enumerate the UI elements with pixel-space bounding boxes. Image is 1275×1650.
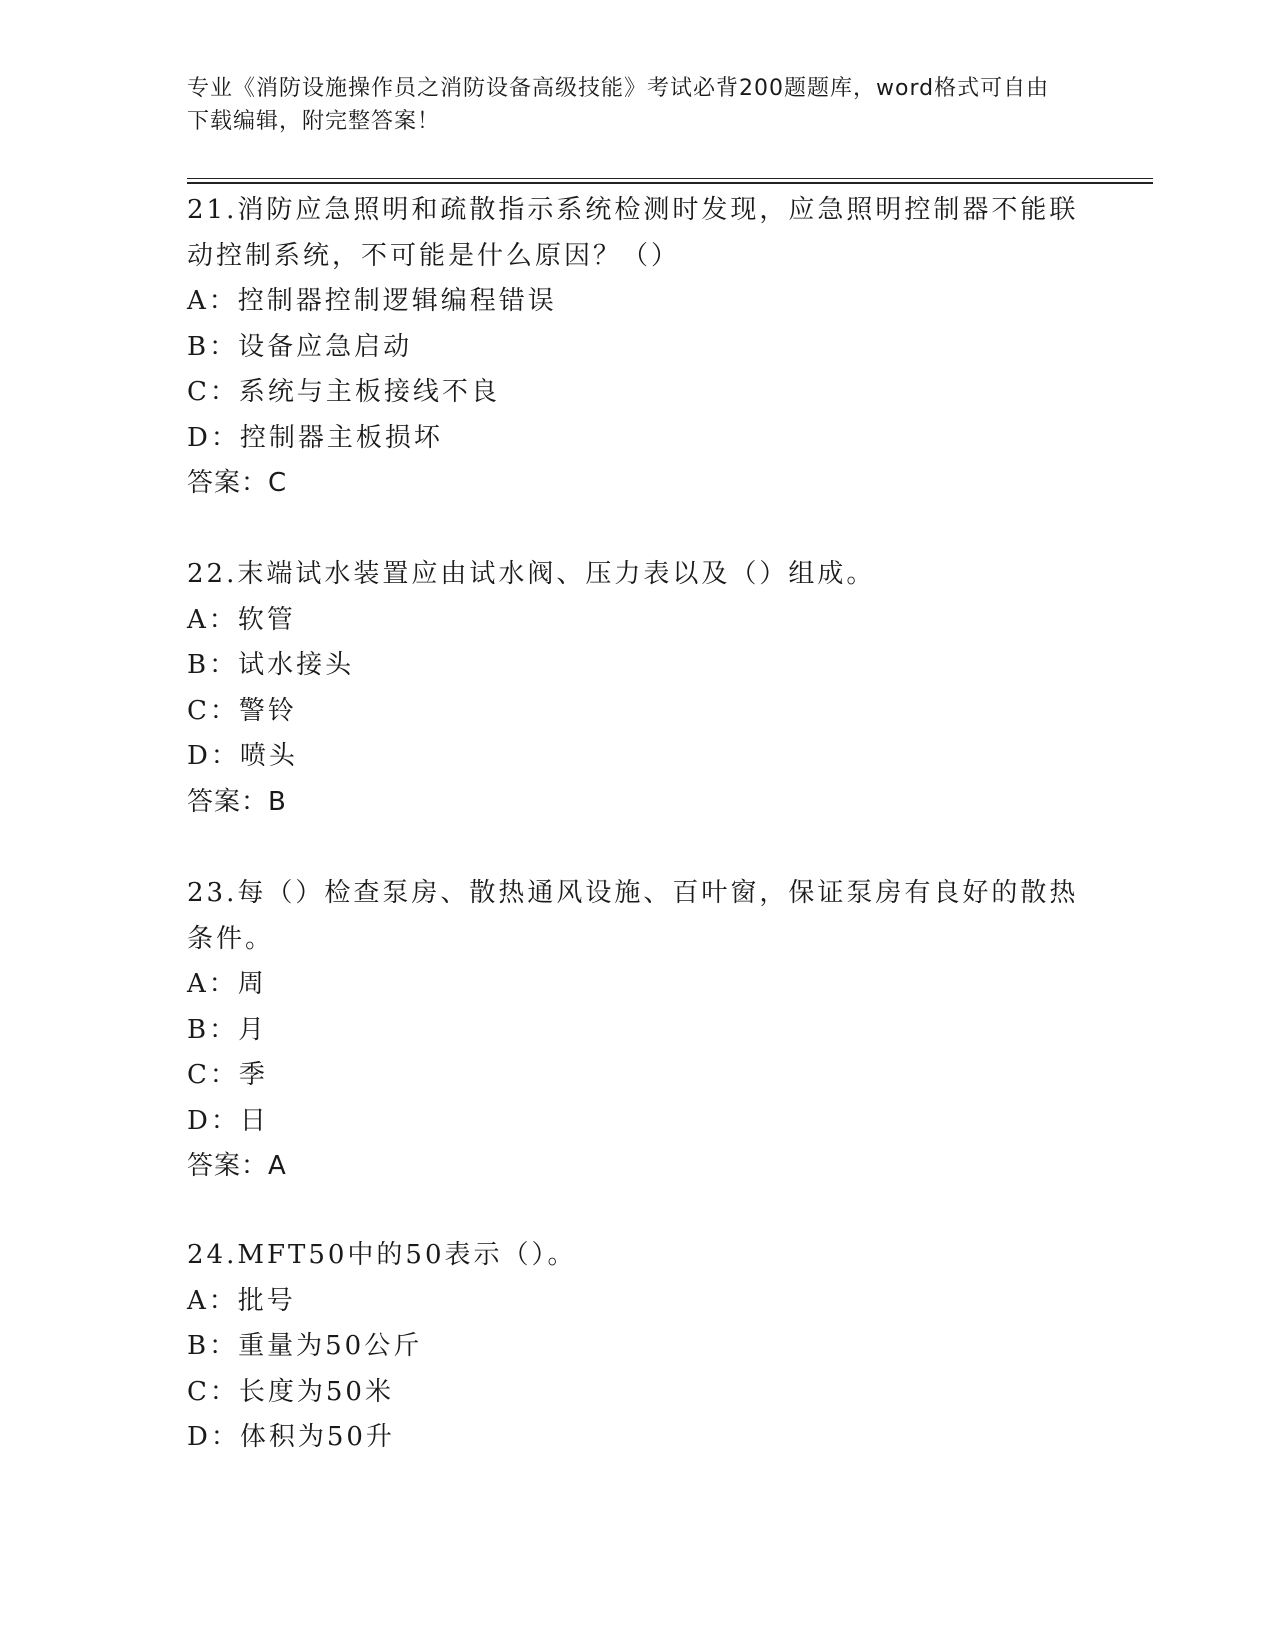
- option-a: A：控制器控制逻辑编程错误: [187, 286, 557, 316]
- option-d: D：日: [187, 1105, 269, 1136]
- option-c: C：季: [187, 1060, 268, 1090]
- question-23: [187, 871, 1087, 1190]
- question-24: [187, 1233, 1087, 1461]
- question-stem: 23.每（）检查泵房、散热通风设施、百叶窗，保证泵房有良好的散热条件。: [187, 878, 1079, 954]
- question-stem: 24.MFT50中的50表示（）。: [187, 1240, 577, 1270]
- option-b: B：设备应急启动: [187, 331, 413, 362]
- option-c: C：长度为50米: [187, 1376, 394, 1407]
- option-c: C：系统与主板接线不良: [187, 377, 500, 407]
- option-c: C：警铃: [187, 695, 297, 726]
- answer-line: 答案：B: [187, 786, 287, 817]
- option-a: A：周: [187, 969, 267, 999]
- option-b: B：月: [187, 1014, 268, 1045]
- answer-line: 答案：C: [187, 468, 288, 498]
- question-stem: 21.消防应急照明和疏散指示系统检测时发现，应急照明控制器不能联动控制系统，不可能是什么原因？（）: [187, 195, 1079, 271]
- document-header: 专业《消防设施操作员之消防设备高级技能》考试必背200题题库，word格式可自由下载编辑，附完整答案！: [187, 76, 1050, 134]
- question-22: [187, 552, 1087, 825]
- header-divider-thick: [187, 182, 1153, 184]
- option-a: A：软管: [187, 604, 296, 635]
- answer-line: 答案：A: [187, 1151, 287, 1181]
- question-stem: 22.末端试水装置应由试水阀、压力表以及（）组成。: [187, 559, 876, 589]
- question-21: [187, 188, 1087, 507]
- option-d: D：控制器主板损坏: [187, 422, 443, 453]
- header-divider-thin: [187, 178, 1153, 179]
- option-d: D：体积为50升: [187, 1422, 395, 1452]
- option-b: B：重量为50公斤: [187, 1331, 423, 1361]
- option-a: A：批号: [187, 1285, 296, 1316]
- option-d: D：喷头: [187, 741, 298, 771]
- option-b: B：试水接头: [187, 650, 355, 680]
